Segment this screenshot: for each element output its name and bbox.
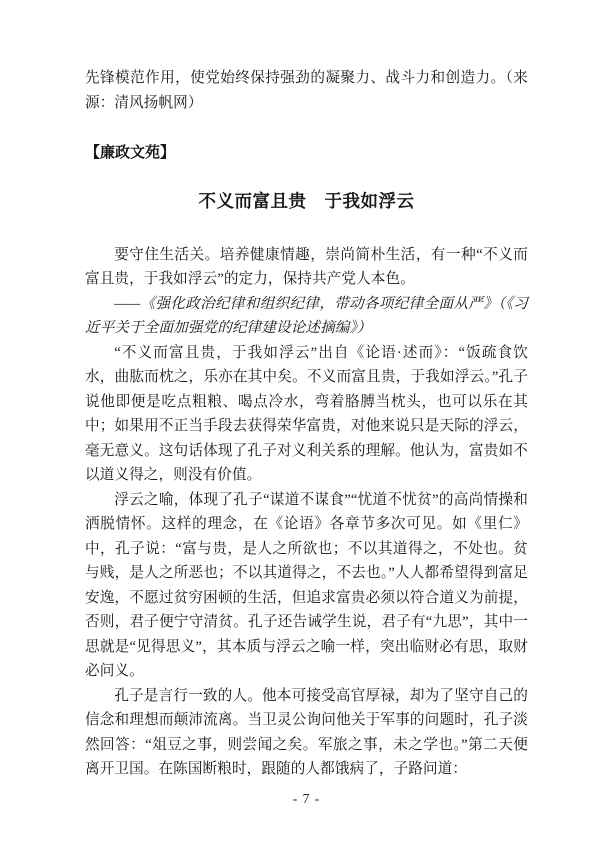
page-number: - 7 - — [292, 790, 321, 806]
article-lead-paragraph: 要守住生活关。培养健康情趣，崇尚简朴生活，有一种“不义而富且贵，于我如浮云”的定力，保持共产党人本色。 — [85, 246, 528, 287]
article-paragraph: “不义而富且贵，于我如浮云”出自《论语·述而》：“饭疏食饮水，曲肱而枕之，乐亦在其中矣。不义而富且贵，于我如浮云。”孔子说他即便是吃点粗粮、喝点冷水，弯着胳膊当枕头，也可以乐在其中；如果用不正当手段去获得荣华富贵，对他来说只是天际的浮云，毫无意义。这句话体现了孔子对义利关系的理解。他认为，富贵如不以道义得之，则没有价值。 — [85, 344, 528, 483]
article-attribution: ——《强化政治纪律和组织纪律，带动各项纪律全面从严》（《习近平关于全面加强党的纪律建设论述摘编》） — [85, 295, 528, 336]
continuation-paragraph: 先锋模范作用，使党始终保持强劲的凝聚力、战斗力和创造力。（来源：清风扬帆网） — [85, 70, 528, 111]
article-paragraph: 孔子是言行一致的人。他本可接受高官厚禄，却为了坚守自己的信念和理想而颠沛流离。当卫灵公询问他关于军事的问题时，孔子淡然回答：“俎豆之事，则尝闻之矣。军旅之事，未之学也。”第二天便离开卫国。在陈国断粮时，跟随的人都饿病了，子路问道： — [85, 687, 528, 777]
section-header: 【廉政文苑】 — [85, 145, 176, 161]
article-paragraph: 浮云之喻，体现了孔子“谋道不谋食”“忧道不忧贫”的高尚情操和洒脱情怀。这样的理念，在《论语》各章节多次可见。如《里仁》中，孔子说：“富与贵，是人之所欲也；不以其道得之，不处也。贫与贱，是人之所恶也；不以其道得之，不去也。”人人都希望得到富足安逸，不愿过贫穷困顿的生活，但追求富贵必须以符合道义为前提，否则，君子便宁守清贫。孔子还告诫学生说，君子有“九思”，其中一思就是“见得思义”，其本质与浮云之喻一样，突出临财必有思，取财必问义。 — [85, 491, 528, 679]
article-title: 不义而富且贵 于我如浮云 — [198, 190, 415, 211]
